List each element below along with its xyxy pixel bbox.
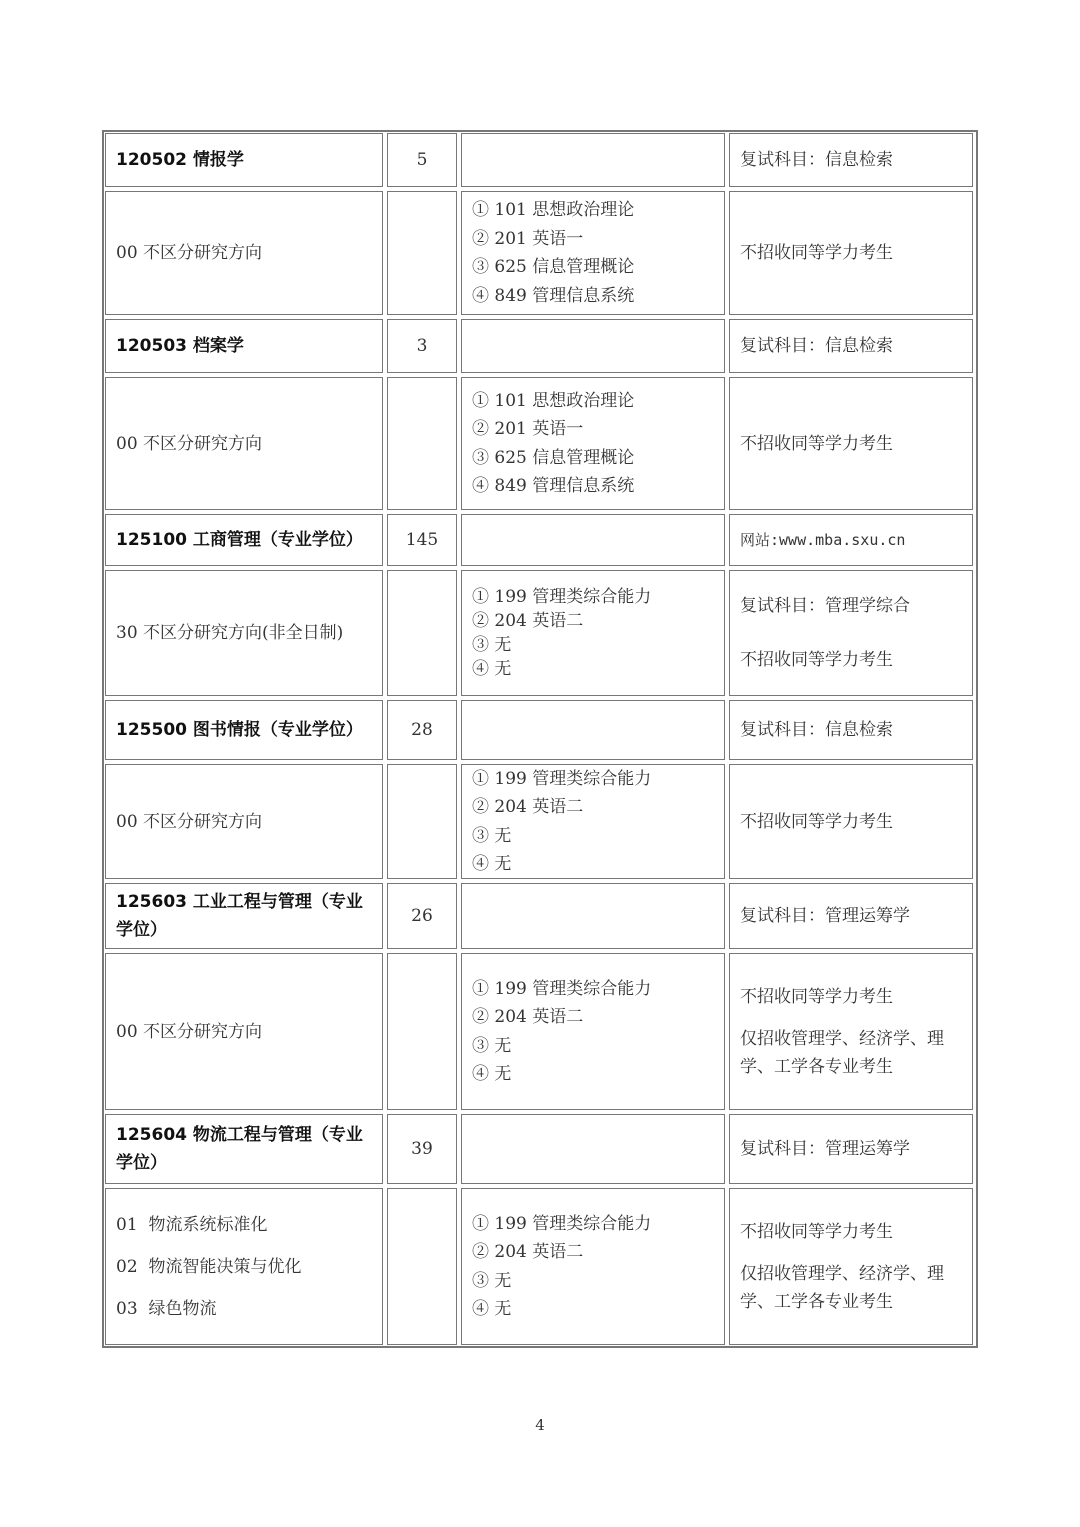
quota: [387, 570, 457, 696]
notes: 复试科目：管理运筹学: [729, 883, 973, 949]
subject-item: ③ 无: [472, 825, 512, 846]
subject-item: ① 199 管理类综合能力: [472, 978, 652, 999]
quota: [387, 764, 457, 879]
enrollment-table: [102, 130, 978, 1348]
exam-subjects: [461, 953, 725, 1110]
quota: 26: [387, 883, 457, 949]
notes: [729, 570, 973, 696]
research-direction: 00 不区分研究方向: [105, 377, 383, 510]
table-row: [105, 133, 975, 187]
page-number: 4: [535, 1416, 545, 1434]
table-row: [105, 1114, 975, 1184]
exam-subjects: [461, 570, 725, 696]
quota: [387, 953, 457, 1110]
subject-item: ④ 849 管理信息系统: [472, 476, 635, 496]
quota: [387, 191, 457, 315]
table-row: [105, 883, 975, 949]
note-item: 不招收同等学力考生: [740, 986, 893, 1007]
exam-subjects: [461, 1114, 725, 1184]
subject-item: ④ 无: [472, 659, 512, 679]
research-direction: 00 不区分研究方向: [105, 953, 383, 1110]
table-row: [105, 764, 975, 879]
notes: 不招收同等学力考生: [729, 191, 973, 315]
notes: [729, 1188, 973, 1345]
subject-item: ③ 无: [472, 1270, 512, 1291]
subject-item: ③ 625 信息管理概论: [472, 257, 635, 277]
subject-item: ④ 849 管理信息系统: [472, 285, 635, 306]
notes: 不招收同等学力考生: [729, 377, 973, 510]
subject-item: ① 199 管理类综合能力: [472, 768, 652, 789]
subject-item: ① 101 思想政治理论: [472, 200, 635, 220]
major-code-name: 120502 情报学: [105, 133, 383, 187]
table-row: [105, 700, 975, 760]
table-row: [105, 377, 975, 510]
notes: 复试科目：信息检索: [729, 133, 973, 187]
subject-item: ① 199 管理类综合能力: [472, 587, 652, 607]
subject-item: ③ 无: [472, 635, 512, 655]
subject-item: ② 204 英语二: [472, 611, 584, 631]
notes: 不招收同等学力考生: [729, 764, 973, 879]
notes: 复试科目：管理运筹学: [729, 1114, 973, 1184]
subject-item: ④ 无: [472, 854, 512, 874]
exam-subjects: [461, 883, 725, 949]
table-row: [105, 1188, 975, 1345]
subject-item: ② 204 英语二: [472, 1242, 584, 1262]
exam-subjects: [461, 700, 725, 760]
major-code-name: 125603 工业工程与管理（专业学位）: [105, 883, 383, 949]
note-item: 仅招收管理学、经济学、理学、工学各专业考生: [740, 1028, 944, 1077]
exam-subjects: [461, 377, 725, 510]
quota: 3: [387, 319, 457, 373]
subject-item: ③ 无: [472, 1035, 512, 1056]
research-directions: [105, 1188, 383, 1345]
notes: [729, 953, 973, 1110]
notes: 复试科目：信息检索: [729, 700, 973, 760]
exam-subjects: [461, 1188, 725, 1345]
subject-item: ② 204 英语二: [472, 797, 584, 817]
note-item: 不招收同等学力考生: [740, 1221, 893, 1242]
major-code-name: 125500 图书情报（专业学位）: [105, 700, 383, 760]
subject-item: ④ 无: [472, 1299, 512, 1319]
subject-item: ① 101 思想政治理论: [472, 390, 635, 411]
quota: [387, 377, 457, 510]
subject-item: ② 204 英语二: [472, 1007, 584, 1027]
table-row: [105, 319, 975, 373]
research-direction: 00 不区分研究方向: [105, 764, 383, 879]
subject-item: ③ 625 信息管理概论: [472, 447, 635, 468]
major-code-name: 125100 工商管理（专业学位）: [105, 514, 383, 566]
subject-item: ④ 无: [472, 1064, 512, 1084]
subject-item: ② 201 英语一: [472, 419, 584, 439]
subject-item: ② 201 英语一: [472, 228, 584, 249]
direction-item: 02 物流智能决策与优化: [116, 1256, 302, 1277]
exam-subjects: [461, 514, 725, 566]
research-direction: 00 不区分研究方向: [105, 191, 383, 315]
quota: 5: [387, 133, 457, 187]
table-row: [105, 953, 975, 1110]
exam-subjects: [461, 319, 725, 373]
note-item: 仅招收管理学、经济学、理学、工学各专业考生: [740, 1263, 944, 1312]
subject-item: ① 199 管理类综合能力: [472, 1213, 652, 1234]
exam-subjects: [461, 764, 725, 879]
note-item: 复试科目：管理学综合: [740, 596, 910, 616]
quota: 28: [387, 700, 457, 760]
exam-subjects: [461, 191, 725, 315]
exam-subjects: [461, 133, 725, 187]
note-item: 不招收同等学力考生: [740, 650, 893, 670]
quota: 145: [387, 514, 457, 566]
notes: 复试科目：信息检索: [729, 319, 973, 373]
table-row: [105, 570, 975, 696]
table-row: [105, 514, 975, 566]
website-link[interactable]: 网站:www.mba.sxu.cn: [729, 514, 973, 566]
table-row: [105, 191, 975, 315]
research-direction: 30 不区分研究方向(非全日制): [105, 570, 383, 696]
quota: 39: [387, 1114, 457, 1184]
major-code-name: 120503 档案学: [105, 319, 383, 373]
direction-item: 03 绿色物流: [116, 1298, 217, 1319]
quota: [387, 1188, 457, 1345]
major-code-name: 125604 物流工程与管理（专业学位）: [105, 1114, 383, 1184]
direction-item: 01 物流系统标准化: [116, 1214, 268, 1235]
